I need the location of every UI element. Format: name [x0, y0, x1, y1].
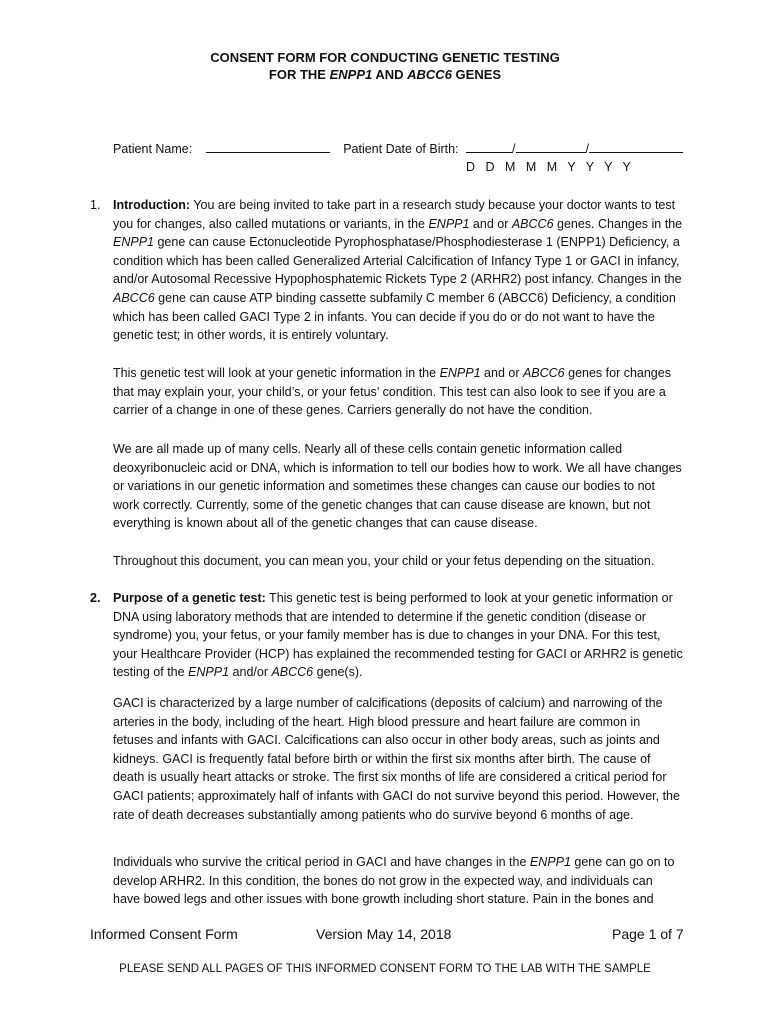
footer-form-name: Informed Consent Form: [90, 926, 238, 942]
dob-month-field[interactable]: [516, 141, 586, 153]
patient-dob-label: Patient Date of Birth:: [343, 142, 459, 156]
gene-enpp1: ENPP1: [529, 855, 571, 869]
gene-abcc6: ABCC6: [522, 366, 565, 380]
patient-info-row: [113, 141, 683, 156]
gene-abcc6: ABCC6: [407, 67, 452, 82]
text-run: This genetic test is being performed to look at your genetic information or DNA using laboratory methods that are intended to determine if the genetic condition (disease or syndrome) you, your fetus, or your family member has is due to changes in your DNA. For this test, your Healthcare Provider (HCP) has explained the recommended testing for GACI or ARHR2 is genetic testing of the: [113, 591, 683, 680]
patient-name-field[interactable]: [206, 141, 330, 153]
text-run: and/or: [229, 665, 272, 680]
patient-name-label: Patient Name:: [113, 142, 193, 156]
section1-intro-paragraph: [113, 196, 683, 345]
section1-note-paragraph: Throughout this document, you can mean you, your child or your fetus depending on the situation.: [113, 554, 655, 568]
section2-heading: Purpose of a genetic test:: [113, 591, 266, 605]
section2-arhr2-paragraph: [113, 853, 683, 909]
dob-year-field[interactable]: [589, 141, 683, 153]
footer-page-number: Page 1 of 7: [612, 926, 684, 942]
form-title-line1: CONSENT FORM FOR CONDUCTING GENETIC TESTING: [210, 50, 560, 65]
gene-enpp1: ENPP1: [439, 366, 481, 380]
dob-day-field[interactable]: [466, 141, 512, 153]
dob-separator: /: [512, 142, 516, 156]
section2-purpose-paragraph: [113, 589, 683, 682]
footer-version: Version May 14, 2018: [316, 926, 452, 942]
gene-enpp1: ENPP1: [329, 67, 373, 82]
dob-separator: /: [585, 142, 589, 156]
gene-abcc6: ABCC6: [511, 216, 554, 231]
text-run: and or: [469, 216, 512, 231]
text-run: You are being invited to take part in a research study because your doctor wants to test you for changes, also called mutations or variants, in the: [113, 198, 676, 231]
text-run: gene(s).: [313, 665, 363, 680]
section1-number: 1.: [90, 198, 101, 212]
gene-enpp1: ENPP1: [428, 216, 470, 231]
section1-dna-paragraph: We are all made up of many cells. Nearly all of these cells contain genetic information called deoxyribonucleic acid or DNA, which is information to tell our bodies how to work. We all have changes or variations in our genetic information and sometimes these changes can cause our bodies to not work correctly. Currently, some of the genetic changes that can cause disease are known, but not everything is known about all of the genetic changes that can cause disease.: [113, 442, 682, 531]
text-run: Individuals who survive the critical period in GACI and have changes in the: [113, 855, 530, 869]
text-run: genes. Changes in the: [553, 216, 683, 231]
section2-gaci-paragraph: GACI is characterized by a large number of calcifications (deposits of calcium) and narrowing of the arteries in the body, including of the heart. High blood pressure and heart failure are common in fetuses and infants with GACI. Calcifications can also occur in other body areas, such as joints and kidneys. GACI is frequently fatal before birth or within the first six months after birth. The cause of death is usually heart attacks or stroke. The first six months of life are considered a critical period for GACI patients; approximately half of infants with GACI do not survive beyond this period. However, the rate of death decreases substantially among patients who do survive beyond 6 months of age.: [113, 696, 680, 822]
title-text: GENES: [451, 67, 502, 82]
title-text: FOR THE: [268, 67, 330, 82]
section1-heading: Introduction:: [113, 198, 191, 212]
dob-format-hint: D D M M M Y Y Y Y: [466, 160, 631, 174]
text-run: This genetic test will look at your genetic information in the: [113, 366, 440, 380]
section2-number: 2.: [90, 591, 101, 605]
form-title-line2: [0, 67, 770, 82]
gene-enpp1: ENPP1: [113, 235, 154, 250]
section1-test-paragraph: [113, 364, 683, 420]
gene-abcc6: ABCC6: [271, 665, 314, 680]
text-run: gene can cause ATP binding cassette subfamily C member 6 (ABCC6) Deficiency, a condition which has been called GACI Type 2 in infants. You can decide if you do or do not want to have the genetic test; in other words, it is entirely voluntary.: [113, 290, 676, 343]
title-text: AND: [372, 67, 408, 82]
text-run: gene can go on to develop ARHR2. In this condition, the bones do not grow in the expected way, and individuals can have bowed legs and other issues with bone growth including short stature. Pain in the bones and: [113, 855, 675, 907]
text-run: gene can cause Ectonucleotide Pyrophosphatase/Phosphodiesterase 1 (ENPP1) Deficiency, a condition which has been called Generalized Arterial Calcification of Infancy Type 1 or GACI in infancy, and/or Autosomal Recessive Hypophosphatemic Rickets Type 2 (ARHR2) post infancy. Changes in the: [113, 235, 682, 287]
text-run: genes for changes that may explain your, your child’s, or your fetus’ condition. This test can also look to see if you are a carrier of a change in one of these genes. Carriers generally do not have the condition.: [113, 366, 671, 418]
footer-send-notice: PLEASE SEND ALL PAGES OF THIS INFORMED CONSENT FORM TO THE LAB WITH THE SAMPLE: [119, 963, 651, 975]
text-run: and or: [480, 366, 523, 380]
gene-enpp1: ENPP1: [188, 665, 230, 680]
gene-abcc6: ABCC6: [113, 290, 155, 305]
